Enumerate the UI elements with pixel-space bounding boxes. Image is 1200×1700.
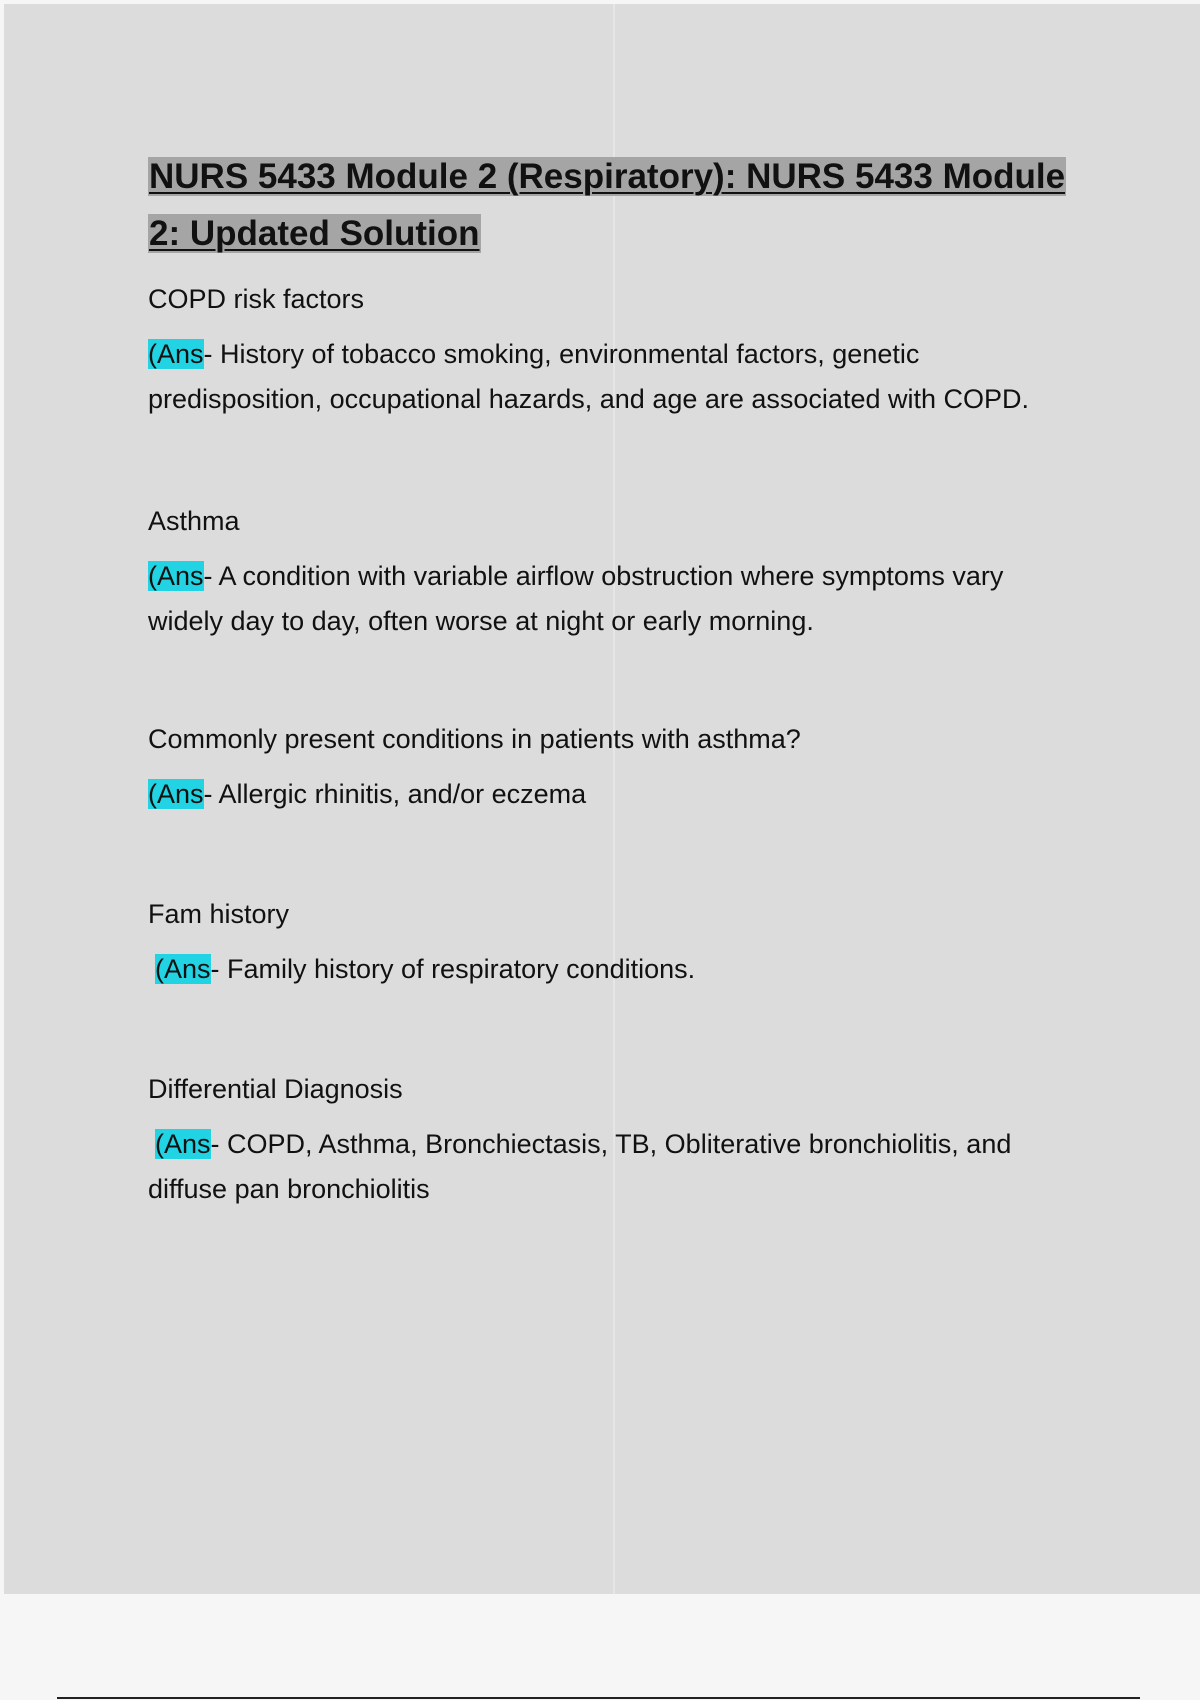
question-text: COPD risk factors bbox=[148, 284, 365, 314]
answer-body: - Allergic rhinitis, and/or eczema bbox=[203, 779, 587, 809]
qa-item bbox=[148, 282, 1078, 422]
answer-text bbox=[148, 772, 1078, 817]
answer-body: - COPD, Asthma, Bronchiectasis, TB, Obliterative bronchiolitis, and diffuse pan bronchiolitis bbox=[148, 1129, 1012, 1204]
answer-text bbox=[148, 332, 1078, 422]
answer-marker: (Ans bbox=[148, 561, 204, 591]
question-text: Differential Diagnosis bbox=[148, 1074, 403, 1104]
answer-marker: (Ans bbox=[148, 779, 204, 809]
title-text: NURS 5433 Module 2 (Respiratory): NURS 5433 Module 2: Updated Solution bbox=[149, 157, 1066, 253]
answer-body: - History of tobacco smoking, environmental factors, genetic predisposition, occupational hazards, and age are associated with COPD. bbox=[148, 339, 1030, 414]
qa-item bbox=[148, 1072, 1078, 1212]
answer-marker: (Ans bbox=[155, 954, 211, 984]
answer-body: - A condition with variable airflow obstruction where symptoms vary widely day to day, often worse at night or early morning. bbox=[148, 561, 1004, 636]
qa-item bbox=[148, 722, 1078, 817]
answer-text bbox=[148, 947, 1078, 992]
qa-item bbox=[148, 897, 1078, 992]
qa-item bbox=[148, 504, 1078, 644]
question-text: Fam history bbox=[148, 899, 290, 929]
footer-rule bbox=[57, 1697, 1140, 1699]
document-title bbox=[148, 148, 1078, 262]
answer-text bbox=[148, 554, 1078, 644]
question-text: Commonly present conditions in patients with asthma? bbox=[148, 724, 801, 754]
document-content bbox=[148, 148, 1078, 1212]
answer-marker: (Ans bbox=[155, 1129, 211, 1159]
question-text: Asthma bbox=[148, 506, 240, 536]
answer-body: - Family history of respiratory conditions. bbox=[210, 954, 696, 984]
answer-text bbox=[148, 1122, 1078, 1212]
answer-marker: (Ans bbox=[148, 339, 204, 369]
